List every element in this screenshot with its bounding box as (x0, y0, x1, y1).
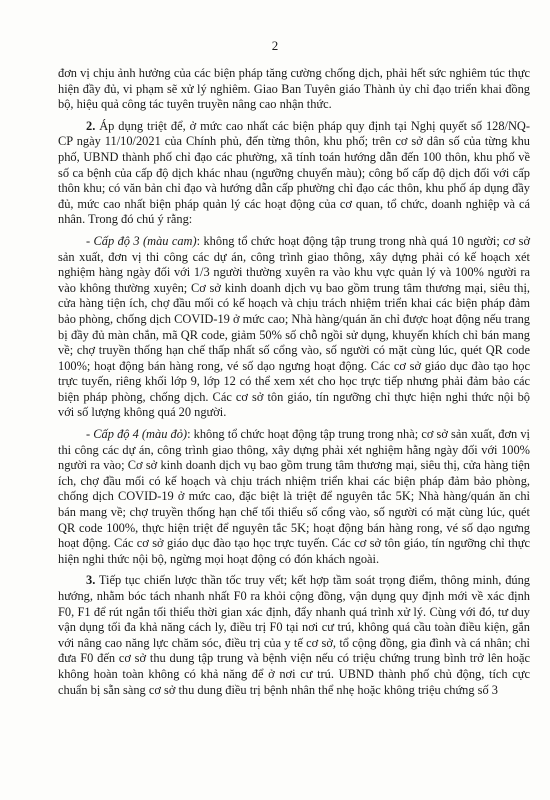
paragraph-item-2 (58, 119, 530, 228)
paragraph-text: : không tổ chức hoạt động tập trung trong nhà; cơ sở sản xuất, đơn vị thi công các dự án, công trình giao thông, xây dựng phải xét nghiệm hằng ngày đối với 100% người ra vào; Cơ sở kinh doanh dịch vụ bao gồm trung tâm thương mại, siêu thị, cửa hàng tiện ích, chợ đầu mối có kế hoạch và chịu trách nhiệm triển khai các biện pháp đảm bảo phòng, chống dịch COVID-19 ở mức cao, đặc biệt là triệt để nguyên tắc 5K; Nhà hàng/quán ăn chỉ bán mang về; chợ truyền thống hạn chế tối thiểu số cổng vào, số người có mặt cùng lúc, quét QR code 100%, thực hiện triệt để nguyên tắc 5K; hoạt động bán hàng rong, vé số dạo ngưng hoạt động. Các cơ sở giáo dục đào tạo học trực tuyến. Các cơ sở tôn giáo, tín ngưỡng chỉ thực hiện nghi thức nội bộ, ngừng mọi hoạt động có đón khách ngoài. (58, 427, 530, 566)
item-number: 3. (86, 573, 96, 588)
level-label: - Cấp độ 3 (màu cam) (86, 233, 197, 248)
page-number: 2 (271, 38, 279, 53)
item-number: 2. (86, 118, 96, 133)
paragraph-level-4 (58, 427, 530, 567)
paragraph-text: Tiếp tục chiến lược thần tốc truy vết; kết hợp tầm soát trọng điểm, thông minh, đúng hướng, nhằm bóc tách nhanh nhất F0 ra khỏi cộng đồng, vận dụng quy định mới về xác định F0, F1 để rút ngắn tối thiểu thời gian xác định, đẩy nhanh quá trình xử lý. Cùng với đó, tư duy vận dụng tối đa khả năng cách ly, điều trị F0 tại nơi cư trú, không quá cầu toàn điều kiện, gắn với nâng cao năng lực chăm sóc, điều trị của y tế cơ sở, tổ cộng đồng, gia đình và cá nhân; chỉ đưa F0 đến cơ sở thu dung tập trung và bệnh viện nếu có triệu chứng trung bình trở lên hoặc không hoàn toàn không có khả năng để ở nơi cư trú. UBND thành phố chủ động, tích cực chuẩn bị sẵn sàng cơ sở thu dung điều trị bệnh nhân thể nhẹ hoặc không triệu chứng số 3 (58, 573, 530, 697)
level-label: - Cấp độ 4 (màu đỏ) (86, 427, 188, 442)
paragraph-level-3 (58, 234, 530, 421)
paragraph-text: : không tổ chức hoạt động tập trung trong nhà quá 10 người; cơ sở sản xuất, đơn vị thi công các dự án, công trình giao thông, xây dựng phải có kế hoạch xét nghiệm hàng ngày đối với 1/3 người thường xuyên ra vào khu vực quản lý và 100% người ra vào không thường xuyên; Cơ sở kinh doanh dịch vụ bao gồm trung tâm thương mại, siêu thị, cửa hàng tiện ích, chợ đầu mối có kế hoạch và chịu trách nhiệm triển khai các biện pháp đảm bảo phòng, chống dịch COVID-19 ở mức cao; Nhà hàng/quán ăn chỉ được hoạt động nếu trang bị đầy đủ màn chắn, mã QR code, giảm 50% số chỗ ngồi sử dụng, khuyến khích chỉ bán mang về; chợ truyền thống hạn chế thấp nhất số cổng vào, số người có mặt cùng lúc, quét QR code 100%; hoạt động bán hàng rong, vé số dạo ngưng hoạt động. Các cơ sở giáo dục đào tạo học trực tuyến, riêng khối lớp 9, lớp 12 có thể xem xét cho học trực tiếp nhưng phải đảm bảo các biện pháp phòng, chống dịch. Các cơ sở tôn giáo, tín ngưỡng chỉ thực hiện nghi thức nội bộ với số lượng không quá 20 người. (58, 233, 530, 420)
paragraph-text: Áp dụng triệt để, ở mức cao nhất các biện pháp quy định tại Nghị quyết số 128/NQ-CP ngày 11/10/2021 của Chính phủ, đến từng thôn, khu phố; trên cơ sở dân số của từng khu phố, UBND thành phố chỉ đạo các phường, xã tính toán hướng dẫn đến 100 thôn, khu phố về số ca bệnh của cấp độ dịch khác nhau (ngưỡng chuyển màu); công bố cấp độ dịch đối với cấp thôn khu; có văn bản chỉ đạo và hướng dẫn cấp phường chỉ đạo các thôn, khu phố áp dụng đầy đủ, mức cao nhất biện pháp quản lý các hoạt động của cơ quan, tổ chức, doanh nghiệp và cá nhân. Trong đó chú ý rằng: (58, 118, 530, 227)
paragraph-continuation: đơn vị chịu ảnh hưởng của các biện pháp tăng cường chống dịch, phải hết sức nghiêm túc thực hiện đầy đủ, vi phạm sẽ xử lý nghiêm. Giao Ban Tuyên giáo Thành ủy chỉ đạo triển khai đồng bộ, hiệu quả công tác tuyên truyền nâng cao nhận thức. (58, 66, 530, 112)
paragraph-item-3 (58, 573, 530, 698)
document-body (58, 66, 530, 704)
